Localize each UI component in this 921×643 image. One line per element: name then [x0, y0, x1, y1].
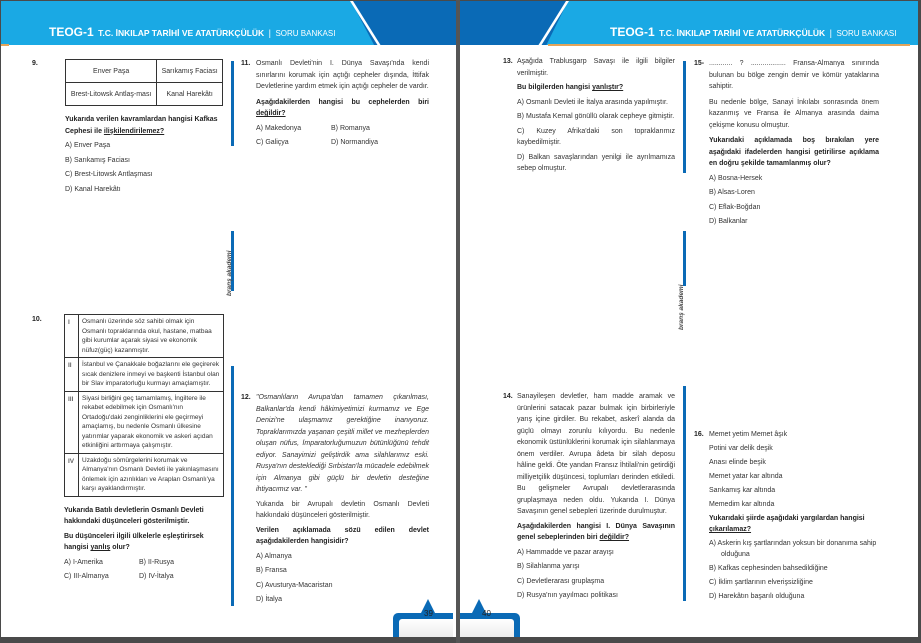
- page-40: [460, 1, 918, 637]
- q9-number: 9.: [32, 60, 38, 67]
- q10-row-text: Uzakdoğu sömürgelerini korumak ve Almanya'nın Osmanlı Devleti ile yakınlaşmasını önlemek için azınlıkları ve Arapları Osmanlı'ya karşı ayaklandırmıştır.: [79, 453, 224, 496]
- q9-cell: Brest-Litowsk Antlaş-ması: [66, 83, 157, 106]
- q16-stem: [709, 513, 881, 535]
- page-badge-inner: [399, 619, 453, 637]
- q12-option-b[interactable]: B) Fransa: [256, 567, 287, 574]
- q9-option-d[interactable]: D) Kanal Harekâtı: [65, 185, 121, 193]
- q13-text: Aşağıda Trablusgarp Savaşı ile ilgili bilgiler verilmiştir.: [517, 58, 675, 77]
- question-11: [256, 58, 429, 149]
- question-14: [517, 391, 675, 602]
- header-subject: T.C. İNKILAP TARİHİ VE ATATÜRKÇÜLÜK: [98, 28, 265, 38]
- q16-number: 16.: [694, 431, 704, 438]
- header-code: TEOG-1: [49, 25, 94, 39]
- q10-row-text: Osmanlı üzerinde söz sahibi olmak için Osmanlı topraklarında okul, hastane, matbaa gibi kurumlar açarak siyasi ve ekonomik nüfuz(güç) kazanmıştır.: [79, 315, 224, 358]
- question-13: [517, 56, 675, 175]
- q16-poem-line: Memet yetim Memet âşık: [709, 431, 788, 438]
- q9-table: [65, 59, 223, 106]
- q14-stem: [517, 521, 675, 544]
- column-divider-bar: [231, 366, 234, 606]
- q9-stem: [65, 114, 225, 137]
- header-subject: T.C. İNKILAP TARİHİ VE ATATÜRKÇÜLÜK: [659, 28, 826, 38]
- q13-option-b[interactable]: B) Mustafa Kemal gönüllü olarak cepheye gitmiştir.: [517, 113, 675, 120]
- q16-poem-line: Anası elinde beşik: [709, 459, 766, 466]
- q10-row-num: III: [65, 391, 79, 453]
- q10-row-num: I: [65, 315, 79, 358]
- q11-option-a[interactable]: A) Makedonya: [256, 124, 302, 132]
- q16-poem-line: Memet yatar kar altında: [709, 473, 783, 480]
- q15-stem: Yukarıdaki açıklamada boş bırakılan yere aşağıdaki ifadelerden hangisi getirilirse açıklama en doğru şekilde tamamlanmış olur?: [709, 137, 879, 167]
- q15-number: 15-: [694, 60, 705, 67]
- q16-option-a[interactable]: A) Askerin kış şartlarından yoksun bir donanıma sahip olduğuna: [709, 540, 877, 558]
- header-underline: [548, 44, 910, 46]
- q13-stem: [517, 82, 675, 94]
- q15-option-a[interactable]: A) Bosna-Hersek: [709, 174, 763, 182]
- column-divider-bar: [683, 386, 686, 601]
- column-divider-bar: [683, 231, 686, 286]
- q9-cell: Enver Paşa: [66, 60, 157, 83]
- q15-text2: Bu nedenle bölge, Sanayi İnkılabı sonrasında önem kazanmış ve Fransa ile Almanya arasında daima çekişme konusu olmuştur.: [709, 98, 879, 129]
- q9-stem-text: Yukarıda verilen kavramlardan hangisi Kafkas Cephesi ile: [65, 116, 218, 135]
- q10-stem2-emphasis: yanlış: [90, 544, 111, 551]
- q10-stem2-a: Bu düşünceleri ilgili ülkelerle eşleştirirsek hangisi: [64, 532, 204, 551]
- q16-option-d[interactable]: D) Harekâtın başarılı olduğuna: [709, 593, 805, 600]
- question-15: [709, 58, 879, 228]
- header-underline: [1, 44, 9, 46]
- q16-stem-text: Yukarıdaki şiirde aşağıdaki yargılardan hangisi: [709, 515, 865, 522]
- q11-option-d[interactable]: D) Normandiya: [331, 139, 379, 146]
- q10-table: [64, 314, 224, 497]
- q10-stem2: [64, 531, 226, 554]
- page-badge-inner: [460, 619, 514, 637]
- q14-option-a[interactable]: A) Hammadde ve pazar arayışı: [517, 548, 614, 556]
- q12-option-d[interactable]: D) İtalya: [256, 596, 283, 603]
- q13-number: 13.: [503, 58, 513, 65]
- q9-option-a[interactable]: A) Enver Paşa: [65, 142, 111, 149]
- q13-option-c[interactable]: C) Kuzey Afrika'daki son topraklarımız kaybedilmiştir.: [517, 127, 675, 146]
- q10-option-d[interactable]: D) IV-İtalya: [139, 573, 174, 580]
- page-number-left: 39: [424, 609, 433, 618]
- q10-row-text: İstanbul ve Çanakkale boğazlarını ele geçirerek sıcak denizlere inmeyi ve başkenti İstanbul olan bir Slav imparatorluğu kurmayı amaçlamıştır.: [79, 358, 224, 392]
- q14-option-c[interactable]: C) Devletlerarası gruplaşma: [517, 577, 605, 585]
- q12-option-a[interactable]: A) Almanya: [256, 552, 292, 560]
- q9-stem-emphasis: ilişkilendirilemez?: [103, 127, 165, 135]
- q16-poem-line: Sarıkamış kar altında: [709, 487, 776, 494]
- header-title: [49, 23, 335, 41]
- q9-option-c[interactable]: C) Brest-Litowsk Antlaşması: [65, 171, 153, 178]
- page-39: [1, 1, 456, 637]
- header-separator: |: [829, 28, 832, 38]
- q16-poem-line: Memedim kar altında: [709, 501, 775, 508]
- q15-option-c[interactable]: C) Eflak-Boğdan: [709, 203, 761, 211]
- column-divider-bar: [683, 61, 686, 173]
- question-16: [709, 429, 881, 602]
- question-10: [64, 314, 226, 583]
- q11-stem: [256, 97, 429, 120]
- q13-option-a[interactable]: A) Osmanlı Devleti ile İtalya arasında yapılmıştır.: [517, 98, 668, 106]
- q14-number: 14.: [503, 393, 513, 400]
- q16-option-b[interactable]: B) Kafkas cephesinden bahsedildiğine: [709, 565, 828, 572]
- header-code: TEOG-1: [610, 25, 655, 39]
- q14-stem-emphasis: değildir?: [599, 534, 630, 541]
- q10-stem2-b: olur?: [110, 544, 130, 551]
- q9-option-b[interactable]: B) Sarıkamış Faciası: [65, 156, 130, 164]
- q12-stem: Verilen açıklamada sözü edilen devlet aşağıdakilerden hangisidir?: [256, 526, 429, 545]
- q15-text1: ............ ? .................. Fransa-Almanya sınırında bulunan bu bölge zengin demir ve kömür yataklarına sahiptir.: [709, 60, 879, 90]
- column-divider-bar: [231, 61, 234, 146]
- q11-option-c[interactable]: C) Galiçya: [256, 139, 289, 146]
- q10-option-a[interactable]: A) I-Amerika: [64, 558, 103, 566]
- header-title: [610, 23, 896, 41]
- q13-option-d[interactable]: D) Balkan savaşlarından yenilgi ile ayrılmamıza sebep olmuştur.: [517, 153, 675, 172]
- q9-cell: Sarıkamış Faciası: [157, 60, 223, 83]
- q14-text: Sanayileşen devletler, ham madde aramak ve ürünlerini satacak pazar bulmak için birbirleriyle yarış içine girdiler. Bu rekabet, askerî alanda da güçlü olmayı zorunlu kılıyordu. Bu nedenle ekonomik üstünlüklerini korumak için silahlanmaya önem verdiler. Avrupa âdeta bir silah deposu hâline geldi. Öte yandan Fransız İhtilali'nin getirdiği milliyetçilik düşüncesi, toplumları derinden etkiledi. Bu gelişmeler Avrupalı devletlerarasında gruplaşmaya neden oldu. Yukarıda I. Dünya Savaşının genel sebepleri üzerinde durulmuştur.: [517, 393, 675, 515]
- q16-stem-emphasis: çıkarılamaz?: [709, 526, 752, 533]
- q14-option-d[interactable]: D) Rusya'nın yayılmacı politikası: [517, 592, 618, 599]
- q13-stem-emphasis: yanlıştır?: [592, 84, 624, 91]
- q12-text: Yukarıda bir Avrupalı devletin Osmanlı Devleti hakkındaki düşünceleri gösterilmiştir.: [256, 500, 429, 519]
- q10-row-num: IV: [65, 453, 79, 496]
- q10-option-b[interactable]: B) II-Rusya: [139, 558, 175, 566]
- q11-stem-text: Aşağıdakilerden hangisi bu cephelerden biri: [256, 98, 429, 106]
- q10-option-c[interactable]: C) III-Almanya: [64, 573, 109, 580]
- q12-quote: "Osmanlıların Avrupa'dan tamamen çıkarılması, Balkanlar'da kendi hâkimiyetimizi kurmamız ve Ege Denizi'ne ulaşmamız gerektiğine inanıyoruz. Topraklarımızda yaşanan çeşitli millet ve mezheplerden oluşan nüfus, İmparatorluğumuzun bütünlüğünü tehdit ediyor. Sanayimizi geliştirdik ama silahlarımız eski. Rusya'nın desteklediği Sırbistan'la mücadele edebilmek için Almanya gibi güçlü bir devletin desteğine ihtiyacımız var. ": [256, 394, 429, 493]
- q10-number: 10.: [32, 316, 42, 323]
- q16-option-c[interactable]: C) İklim şartlarının elverişsizliğine: [709, 579, 813, 586]
- header-book: SORU BANKASI: [836, 29, 897, 38]
- header-book: SORU BANKASI: [275, 29, 336, 38]
- q11-text: Osmanlı Devleti'nin I. Dünya Savaşı'nda kendi sınırlarını korumak için açtığı cepheler dışında, İttifak Devletlerine yardım etmek için açtığı cepheler de vardır.: [256, 60, 429, 90]
- q12-option-c[interactable]: C) Avusturya-Macaristan: [256, 581, 333, 589]
- page-number-right: 40: [482, 609, 491, 618]
- q14-stem-text: Aşağıdakilerden hangisi I. Dünya Savaşının genel sebeplerinden biri: [517, 522, 675, 541]
- q14-option-b[interactable]: B) Silahlanma yarışı: [517, 563, 580, 570]
- brand-watermark: branş akademi: [226, 250, 233, 296]
- q12-number: 12.: [241, 394, 251, 401]
- q9-cell: Kanal Harekâtı: [157, 83, 223, 106]
- q10-stem1: Yukarıda Batılı devletlerin Osmanlı Devleti hakkındaki düşünceleri gösterilmiştir.: [64, 506, 204, 525]
- q16-poem-line: Potini var delik deşik: [709, 445, 773, 452]
- q11-stem-emphasis: değildir?: [256, 110, 286, 117]
- q13-stem-text: Bu bilgilerden hangisi: [517, 84, 593, 91]
- q11-option-b[interactable]: B) Romanya: [331, 124, 370, 132]
- question-12: [256, 392, 429, 606]
- q10-row-num: II: [65, 358, 79, 392]
- q15-option-b[interactable]: B) Alsas-Loren: [709, 189, 755, 196]
- q11-number: 11.: [241, 60, 251, 67]
- header-separator: |: [268, 28, 271, 38]
- question-9: [65, 59, 225, 195]
- q10-row-text: Siyasi birliğini geç tamamlamış, İngiltere ile rekabet edebilmek için Osmanlı'nın Ortadoğu'daki zenginliklerini ele geçirmeyi amaçlamış, bu nedenle Osmanlı ülkesine yatırımlar yaparak ekonomik ve askeri açıdan etkinliğini arttırmaya çalışmıştır.: [79, 391, 224, 453]
- q15-option-d[interactable]: D) Balkanlar: [709, 218, 748, 225]
- brand-watermark: branş akademi: [678, 284, 685, 330]
